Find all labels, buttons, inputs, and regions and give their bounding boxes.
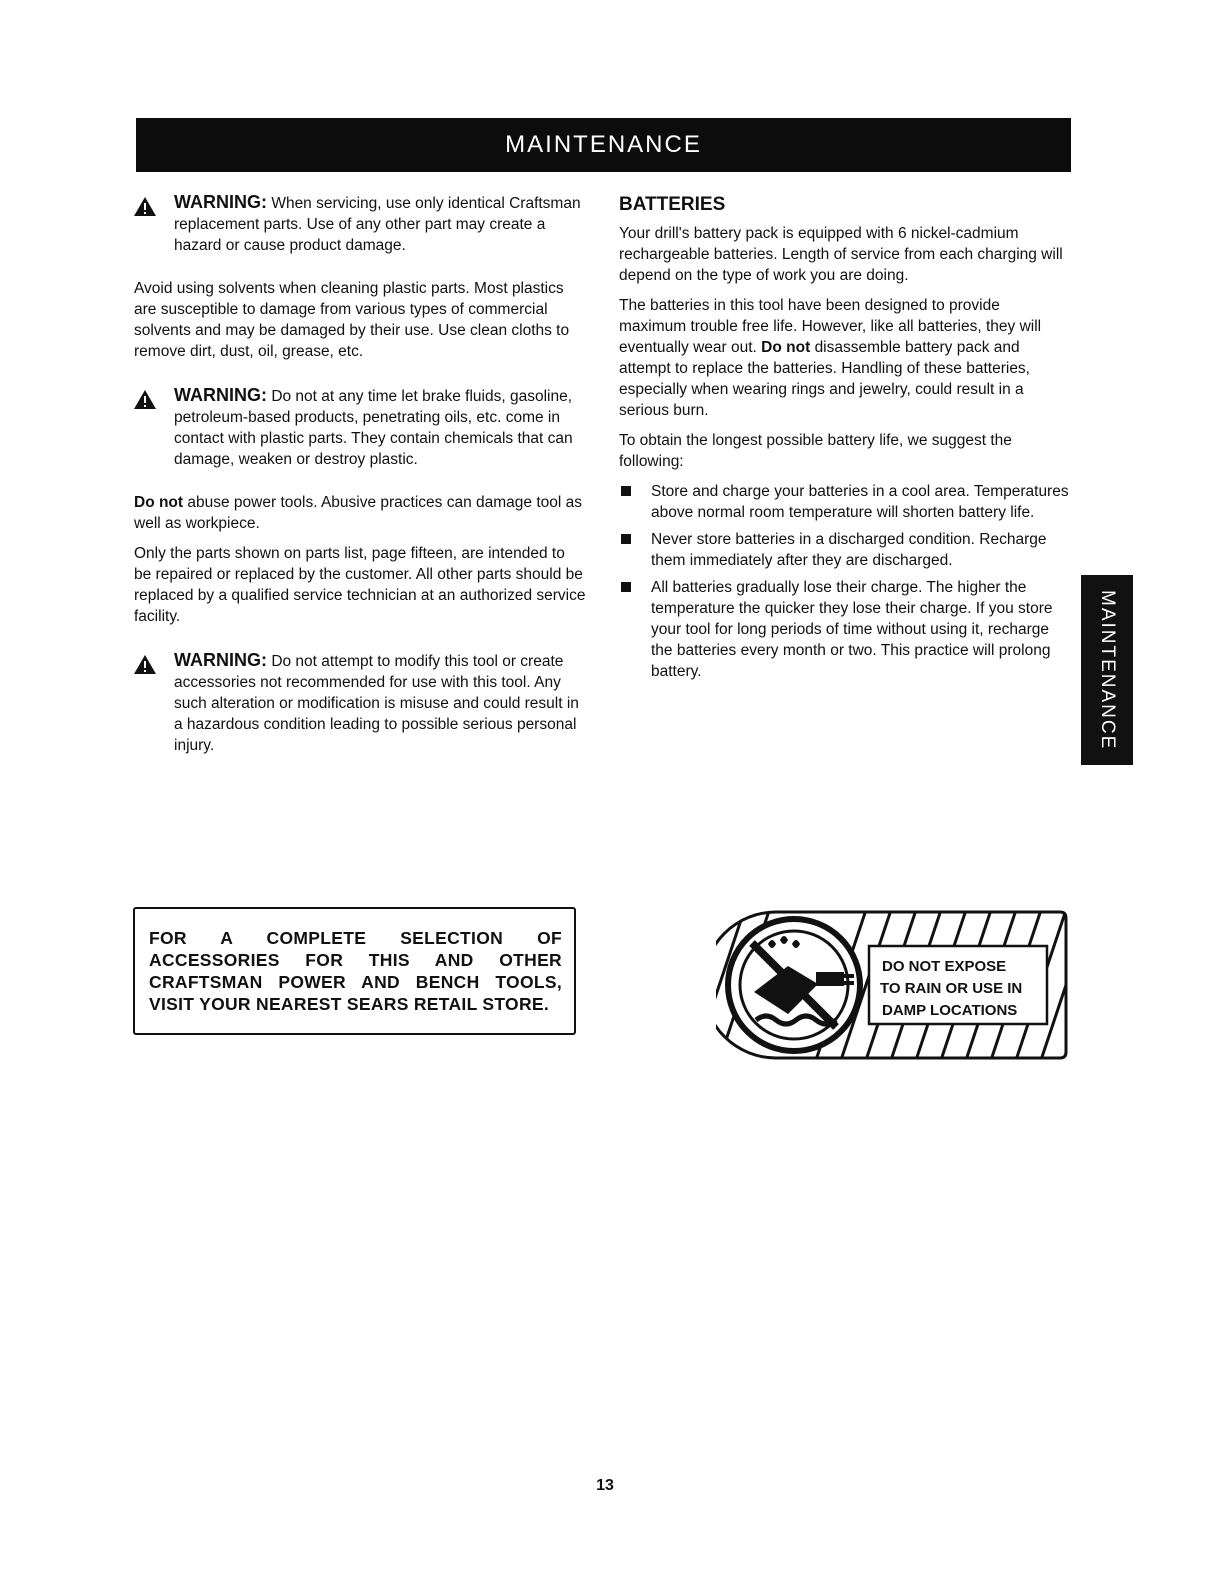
list-item bbox=[619, 481, 1069, 523]
warning-triangle-icon bbox=[134, 655, 156, 674]
section-header-title: MAINTENANCE bbox=[505, 131, 702, 158]
warning-triangle-icon bbox=[134, 390, 156, 409]
warning-label: WARNING: bbox=[174, 192, 267, 212]
warning-block-1 bbox=[134, 192, 586, 256]
batteries-heading: BATTERIES bbox=[619, 194, 726, 215]
list-item bbox=[619, 577, 1069, 682]
warning-triangle-icon bbox=[134, 197, 156, 216]
paragraph-abuse bbox=[134, 492, 586, 534]
emphasis-text: Do not bbox=[134, 494, 184, 511]
warning-block-3 bbox=[134, 650, 586, 756]
list-item-text: Store and charge your batteries in a cool area. Temperatures above normal room temperature will shorten battery life. bbox=[651, 483, 1069, 521]
side-tab-label: MAINTENANCE bbox=[1097, 589, 1118, 751]
damp-label-line: TO RAIN OR USE IN bbox=[880, 980, 1023, 997]
paragraph-text: abuse power tools. Abusive practices can damage tool as well as workpiece. bbox=[134, 494, 583, 532]
list-item bbox=[619, 529, 1069, 571]
square-bullet-icon bbox=[621, 486, 631, 496]
square-bullet-icon bbox=[621, 582, 631, 592]
section-header-banner bbox=[136, 118, 1071, 172]
paragraph-parts: Only the parts shown on parts list, page fifteen, are intended to be repaired or replaced by the customer. All other parts should be replaced by a qualified service technician at an authorized service facility. bbox=[134, 545, 586, 625]
emphasis-text: Do not bbox=[761, 339, 811, 356]
left-column bbox=[134, 192, 586, 778]
no-rain-icon bbox=[728, 919, 860, 1051]
warning-text: Do not attempt to modify this tool or create accessories not recommended for use with this tool. Any such alteration or modification is misuse and could result in a hazardous condition leading to possible serious personal injury. bbox=[174, 653, 579, 754]
paragraph-suggestions: To obtain the longest possible battery life, we suggest the following: bbox=[619, 432, 1012, 470]
paragraph-text: The batteries in this tool have been designed to provide maximum trouble free life. However, like all batteries, they will eventually wear out. bbox=[619, 297, 1042, 356]
paragraph-battery-life bbox=[619, 295, 1069, 421]
paragraph-solvents: Avoid using solvents when cleaning plastic parts. Most plastics are susceptible to damage from various types of commercial solvents and may be damaged by their use. Use clean cloths to remove dirt, dust, oil, grease, etc. bbox=[134, 280, 570, 360]
warning-block-2 bbox=[134, 385, 586, 470]
list-item-text: All batteries gradually lose their charge. The higher the temperature the quicker they lose their charge. If you store your tool for long periods of time without using it, recharge the batteries every month or two. This practice will prolong battery. bbox=[651, 579, 1053, 680]
damp-label-line: DAMP LOCATIONS bbox=[882, 1002, 1018, 1019]
square-bullet-icon bbox=[621, 534, 631, 544]
side-section-tab bbox=[1081, 575, 1133, 765]
right-column bbox=[619, 192, 1069, 688]
list-item-text: Never store batteries in a discharged condition. Recharge them immediately after they are discharged. bbox=[651, 531, 1047, 569]
warning-text: When servicing, use only identical Craftsman replacement parts. Use of any other part may create a hazard or cause product damage. bbox=[174, 195, 581, 254]
damp-label-line: DO NOT EXPOSE bbox=[882, 958, 1007, 975]
page-number: 13 bbox=[596, 1477, 614, 1494]
damp-location-warning-label bbox=[716, 910, 1068, 1060]
battery-tips-list bbox=[619, 481, 1069, 682]
accessories-notice-text: FOR A COMPLETE SELECTION OF ACCESSORIES FOR THIS AND OTHER CRAFTSMAN POWER AND BENCH TOOLS, VISIT YOUR NEAREST SEARS RETAIL STORE. bbox=[149, 928, 562, 1014]
warning-text: Do not at any time let brake fluids, gasoline, petroleum-based products, penetrating oils, etc. come in contact with plastic parts. They contain chemicals that can damage, weaken or destroy plastic. bbox=[174, 388, 573, 468]
warning-label: WARNING: bbox=[174, 650, 267, 670]
paragraph-text: disassemble battery pack and attempt to replace the batteries. Handling of these batteries, especially when wearing rings and jewelry, could result in a serious burn. bbox=[619, 339, 1030, 419]
accessories-notice-box bbox=[133, 907, 576, 1035]
warning-label: WARNING: bbox=[174, 385, 267, 405]
paragraph-battery-pack: Your drill's battery pack is equipped with 6 nickel-cadmium rechargeable batteries. Length of service from each charging will depend on the type of work you are doing. bbox=[619, 225, 1063, 284]
